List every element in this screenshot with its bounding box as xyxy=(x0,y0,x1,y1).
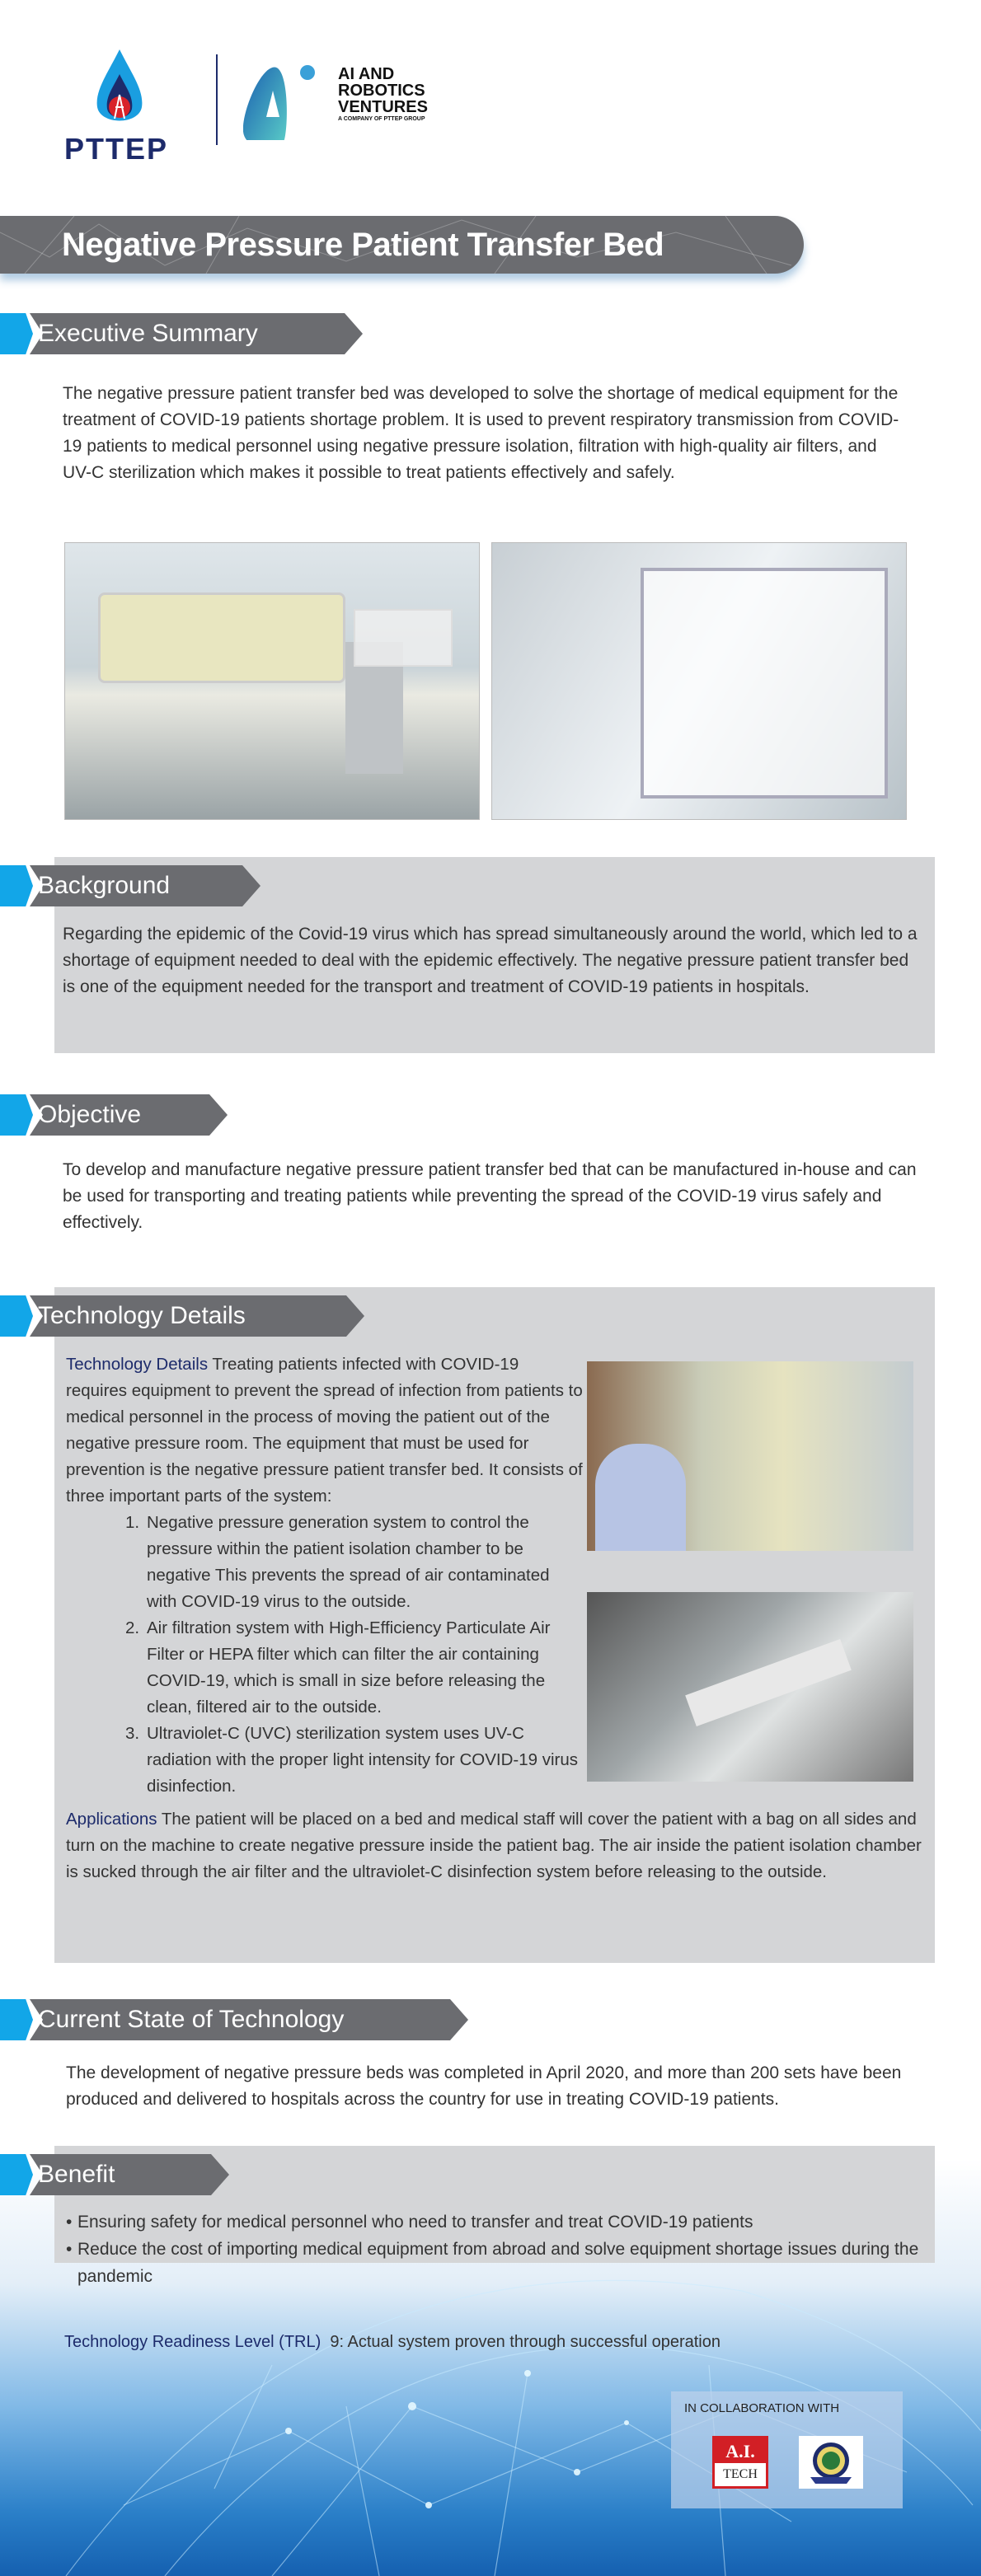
arv-line1: AI AND xyxy=(338,65,395,83)
arv-logo xyxy=(243,66,441,148)
current-state-text: The development of negative pressure beds was completed in April 2020, and more than 200 sets have been produced and delivered to hospitals across the country for use in treating COVID-19 patients. xyxy=(66,2063,902,2109)
collaboration-label: IN COLLABORATION WITH xyxy=(684,2401,840,2415)
list-item xyxy=(66,1615,584,1721)
photo-hepa-filter-unit xyxy=(587,1592,913,1782)
item-text: Ultraviolet-C (UVC) sterilization system uses UV-C radiation with the proper light intensity for COVID-19 virus disinfection. xyxy=(147,1724,578,1796)
item-number: 1. xyxy=(125,1513,140,1532)
trl-label: Technology Readiness Level (TRL) xyxy=(64,2333,322,2351)
logo-divider xyxy=(216,54,218,145)
section-title: Executive Summary xyxy=(38,320,258,347)
objective-text: To develop and manufacture negative pressure patient transfer bed that can be manufactured in-house and can be used for transporting and treating patients while preventing the spread of the COVID-19 virus safely and effectively. xyxy=(63,1160,917,1232)
item-number: 3. xyxy=(125,1724,140,1743)
photo-transfer-bed-display xyxy=(64,542,480,820)
section-title: Background xyxy=(38,872,171,899)
pttep-logo xyxy=(58,49,181,165)
arv-line2: ROBOTICS xyxy=(338,82,425,100)
section-title: Objective xyxy=(38,1101,142,1128)
aitech-logo xyxy=(712,2436,768,2489)
section-title: Benefit xyxy=(38,2161,115,2188)
arv-line3: VENTURES xyxy=(338,98,428,116)
trl-line xyxy=(64,2329,720,2355)
collaboration-box xyxy=(671,2391,903,2508)
title-banner xyxy=(0,216,804,274)
photo-nurse-operating-bed xyxy=(587,1361,913,1551)
list-item xyxy=(66,1510,584,1615)
aitech-top: A.I. xyxy=(715,2438,766,2463)
arv-subtitle: A COMPANY OF PTTEP GROUP xyxy=(338,116,425,122)
item-text: Air filtration system with High-Efficiency Particulate Air Filter or HEPA filter which can filter the air containing COVID-19, which is small in size before releasing the clean, filtered air to the outside. xyxy=(147,1618,551,1717)
aitech-bottom: TECH xyxy=(723,2467,758,2482)
technology-lead-label: Technology Details xyxy=(66,1355,209,1374)
item-text: Negative pressure generation system to control the pressure within the patient isolation chamber to be negative This prevents the spread of air contaminated with COVID-19 virus to the outside. xyxy=(147,1513,550,1611)
executive-summary-text: The negative pressure patient transfer bed was developed to solve the shortage of medical equipment for the treatment of COVID-19 patients shortage problem. It is used to prevent respiratory transmission from COVID-19 patients to medical personnel using negative pressure isolation, filtration with high-quality air filters, and UV-C sterilization which makes it possible to treat patients effectively and safely. xyxy=(63,384,899,482)
applications-label: Applications xyxy=(66,1810,157,1829)
list-item xyxy=(66,1721,584,1800)
technology-description xyxy=(66,1351,584,1800)
benefit-list xyxy=(66,2208,923,2290)
partner-seal-logo xyxy=(799,2436,863,2489)
benefit-item: • Ensuring safety for medical personnel who need to transfer and treat COVID-19 patients xyxy=(66,2208,923,2236)
technology-lead-text: Treating patients infected with COVID-19 requires equipment to prevent the spread of infection from patients to medical personnel in the process of moving the patient out of the negative pressure room. The equipment that must be used for prevention is the negative pressure patient transfer bed. It consists of three important parts of the system: xyxy=(66,1355,583,1506)
section-title: Current State of Technology xyxy=(38,2006,345,2033)
section-title: Technology Details xyxy=(38,1302,246,1329)
page-title: Negative Pressure Patient Transfer Bed xyxy=(62,227,664,263)
applications-text xyxy=(66,1806,923,1885)
trl-value: 9: Actual system proven through successful operation xyxy=(330,2333,720,2351)
system-parts-list xyxy=(66,1510,584,1800)
benefit-item: • Reduce the cost of importing medical equipment from abroad and solve equipment shortage issues during the pandemic xyxy=(66,2236,923,2290)
photo-isolation-chamber xyxy=(491,542,907,820)
applications-body: The patient will be placed on a bed and medical staff will cover the patient with a bag on all sides and turn on the machine to create negative pressure inside the patient bag. The air inside the patient isolation chamber is sucked through the air filter and the ultraviolet-C disinfection system before releasing to the outside. xyxy=(66,1810,922,1881)
background-text: Regarding the epidemic of the Covid-19 virus which has spread simultaneously around the world, which led to a shortage of equipment needed to deal with the epidemic effectively. The negative pressure patient transfer bed is one of the equipment needed for the transport and treatment of COVID-19 patients in hospitals. xyxy=(63,925,918,996)
item-number: 2. xyxy=(125,1618,140,1637)
pttep-wordmark: PTTEP xyxy=(64,132,169,166)
